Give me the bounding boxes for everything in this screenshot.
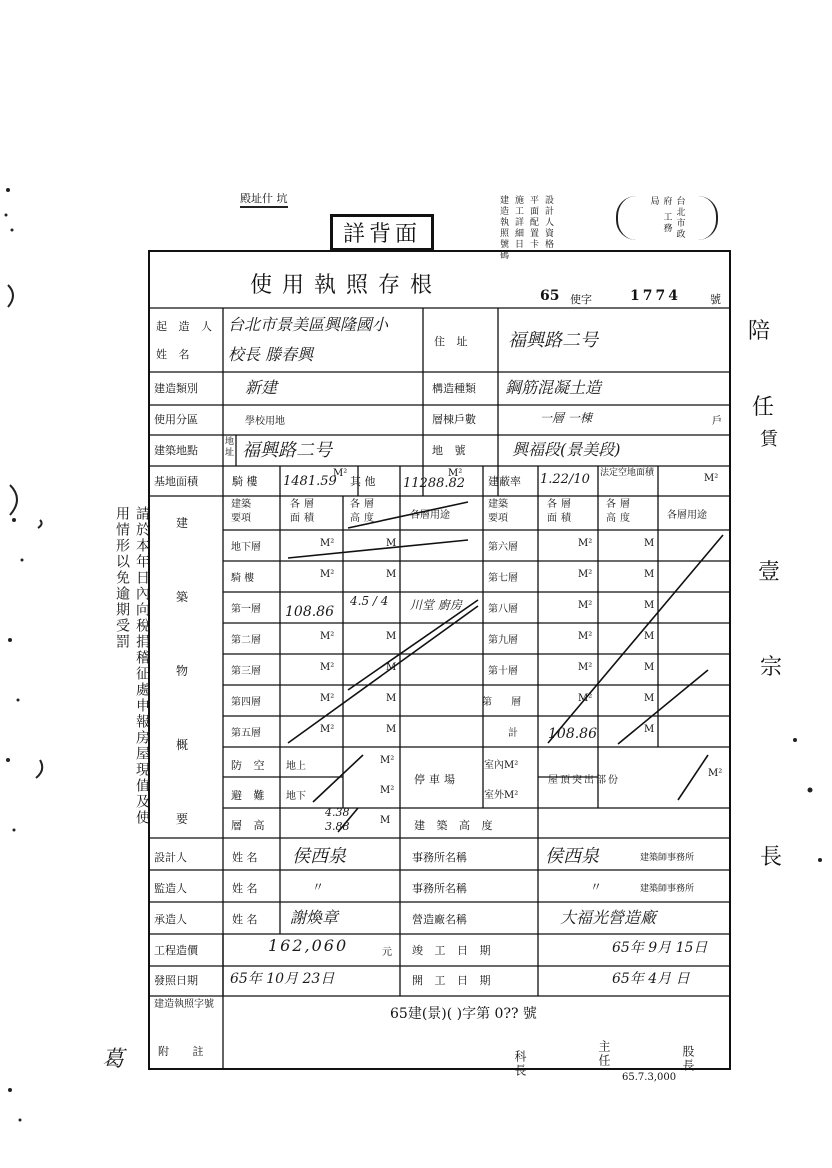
side-label-char: 概 xyxy=(176,738,189,752)
floors-unit: 戶 xyxy=(712,416,722,427)
header-col1: 建築要項 xyxy=(231,499,251,524)
permit-value: 65建(景)( )字第 0?? 號 xyxy=(390,1006,537,1022)
floor-row-area: M² xyxy=(578,662,593,673)
right-fragment: 任 xyxy=(752,395,775,420)
issue-date: 65年 10月 23日 xyxy=(230,971,335,987)
completion-date: 65年 9月 15日 xyxy=(612,940,708,956)
floor-row-name: 第七層 xyxy=(488,573,518,584)
license-suffix: 號 xyxy=(710,293,721,306)
supervisor-label: 監造人 xyxy=(154,882,187,895)
form-title: 使用執照存根 xyxy=(250,273,443,298)
shelter-unit-above: M² xyxy=(380,755,395,766)
zone-label: 使用分區 xyxy=(154,413,198,426)
designer-office-suffix: 建築師事務所 xyxy=(640,853,695,863)
floor-row-area: M² xyxy=(578,631,593,642)
floor-row-area: M² xyxy=(578,569,593,580)
parking-label: 停車場 xyxy=(414,773,459,786)
floor-row-area: M² xyxy=(320,569,335,580)
shelter-above: 地上 xyxy=(286,761,306,772)
roof-unit: M² xyxy=(708,768,723,779)
floor-row-area: 108.86 xyxy=(285,604,334,620)
header-col8: 各層用途 xyxy=(667,510,707,521)
right-note: 平面配置卡 xyxy=(528,195,538,250)
floor-row-name: 第五層 xyxy=(231,728,261,739)
contractor-name-label: 姓 名 xyxy=(232,913,258,926)
open-label: 法定空地面積 xyxy=(600,468,655,478)
side-label-char: 要 xyxy=(176,812,189,826)
designer-name: 侯西泉 xyxy=(292,846,346,867)
height-value-1: 4.38 xyxy=(325,806,350,819)
floor-row-height: M xyxy=(386,693,397,704)
shelter-label-b: 避 難 xyxy=(231,789,269,802)
floor-row-name: 第一層 xyxy=(231,604,261,615)
building-height-label: 建 築 高 度 xyxy=(414,819,497,832)
floor-row-area: M² xyxy=(320,693,335,704)
parking-indoor: 室內M² xyxy=(484,760,519,771)
start-label: 開 工 日 期 xyxy=(412,974,495,987)
header-col5: 建築要項 xyxy=(488,499,508,524)
floor-row-area: M² xyxy=(578,538,593,549)
top-stamp: 殿址什 坑 xyxy=(240,190,288,208)
struct-label: 構造種類 xyxy=(432,382,476,395)
shelter-unit-below: M² xyxy=(380,785,395,796)
floor-row-name: 第八層 xyxy=(488,604,518,615)
other-label: 其 他 xyxy=(350,475,376,488)
floor-row-height: M xyxy=(644,600,655,611)
issue-label: 發照日期 xyxy=(154,974,198,987)
right-fragment: 長 xyxy=(760,845,783,870)
floor-row-name: 第三層 xyxy=(231,666,261,677)
other-value: 11288.82 xyxy=(403,476,466,491)
floor-row-height: M xyxy=(386,662,397,673)
header-col6: 各層面積 xyxy=(547,499,575,524)
type-label: 建造類別 xyxy=(154,382,198,395)
floor-row-area: M² xyxy=(320,724,335,735)
header-col2: 各層面積 xyxy=(290,499,318,524)
type-value: 新建 xyxy=(245,378,278,397)
floor-row-use: 川堂 廚房 xyxy=(410,598,462,612)
right-seal: 台北市政府 工務局 xyxy=(616,196,718,240)
designer-label: 設計人 xyxy=(154,851,187,864)
height-label: 層 高 xyxy=(231,819,269,832)
height-unit: M xyxy=(380,815,391,826)
floor-row-height: M xyxy=(386,724,397,735)
floor-row-area: M² xyxy=(578,600,593,611)
floor-row-area: M² xyxy=(320,631,335,642)
shelter-label-a: 防 空 xyxy=(231,759,269,772)
cover-label: 建蔽率 xyxy=(488,475,521,488)
license-number: 1774 xyxy=(630,288,681,304)
right-fragment: 賃 xyxy=(760,429,778,450)
floor-row-name: 第二層 xyxy=(231,635,261,646)
floor-row-name: 騎 樓 xyxy=(231,573,255,584)
right-fragment: 宗 xyxy=(760,655,783,680)
footer-stamp: 主任 xyxy=(597,1040,611,1068)
supervisor-office: 〃 xyxy=(590,880,603,894)
side-label-char: 建 xyxy=(176,516,189,530)
header-col4: 各層用途 xyxy=(410,510,450,521)
height-value-2: 3.88 xyxy=(325,820,350,833)
cost-label: 工程造價 xyxy=(154,944,198,957)
permit-label: 建造執照字號 xyxy=(154,999,214,1010)
supervisor-name: 〃 xyxy=(312,880,325,894)
designer-name-label: 姓 名 xyxy=(232,851,258,864)
left-signature: 葛 xyxy=(102,1047,125,1072)
cost-value: 162,060 xyxy=(268,936,349,955)
title-stamp: 詳背面 xyxy=(330,214,434,251)
contractor-label: 承造人 xyxy=(154,913,187,926)
builder-label-b: 姓 名 xyxy=(156,348,194,361)
license-year: 65 xyxy=(540,288,560,304)
header-col3: 各層高度 xyxy=(350,499,378,524)
footer-form-number: 65.7.3,000 xyxy=(622,1072,677,1083)
builder-value-line1: 台北市景美區興隆國小 xyxy=(228,315,389,334)
floor-row-height: M xyxy=(644,693,655,704)
floor-row-name: 第 層 xyxy=(482,697,530,708)
site-label: 建築地點 xyxy=(154,444,198,457)
contractor-firm-label: 營造廠名稱 xyxy=(412,913,467,926)
footer-stamp: 科長 xyxy=(513,1050,527,1078)
site-sub: 地址 xyxy=(223,436,233,458)
floor-row-height: M xyxy=(644,662,655,673)
floor-row-name: 第四層 xyxy=(231,697,261,708)
arcade-unit: M² xyxy=(333,468,348,479)
lot-label: 地 號 xyxy=(432,444,470,457)
total-label: 計 xyxy=(508,728,518,739)
parking-outdoor: 室外M² xyxy=(484,790,519,801)
site-value: 福興路二号 xyxy=(242,440,332,461)
lot-value: 興福段(景美段) xyxy=(512,440,621,459)
supervisor-office-suffix: 建築師事務所 xyxy=(640,884,695,894)
start-date: 65年 4月 日 xyxy=(612,971,690,987)
side-label-char: 築 xyxy=(176,590,189,604)
floor-row-height: 4.5 / 4 xyxy=(350,594,389,608)
floor-row-name: 第十層 xyxy=(488,666,518,677)
floor-row-height: M xyxy=(644,631,655,642)
right-fragment: 陪 xyxy=(748,319,771,344)
other-unit: M² xyxy=(448,468,463,479)
total-height: M xyxy=(644,724,655,735)
cost-unit: 元 xyxy=(382,947,392,958)
total-area: 108.86 xyxy=(548,726,597,742)
arcade-value: 1481.59 xyxy=(283,474,337,489)
address-label: 住 址 xyxy=(434,335,472,348)
floor-row-height: M xyxy=(386,631,397,642)
floor-row-height: M xyxy=(386,538,397,549)
right-fragment: 壹 xyxy=(758,560,781,585)
open-unit: M² xyxy=(704,473,719,484)
completion-label: 竣 工 日 期 xyxy=(412,944,495,957)
area-label: 基地面積 xyxy=(154,475,198,488)
contractor-firm: 大福光營造廠 xyxy=(560,908,657,927)
designer-office-label: 事務所名稱 xyxy=(412,851,467,864)
zone-value: 學校用地 xyxy=(245,416,285,427)
floor-row-area: M² xyxy=(578,693,593,704)
supervisor-name-label: 姓 名 xyxy=(232,882,258,895)
floors-label: 層棟戶數 xyxy=(432,413,476,426)
header-col7: 各層高度 xyxy=(606,499,634,524)
address-value: 福興路二号 xyxy=(508,330,598,351)
side-label-char: 物 xyxy=(176,664,189,678)
supervisor-office-label: 事務所名稱 xyxy=(412,882,467,895)
left-side-note: 請於本年日內向稅捐稽征處申報房屋現值及使用情形以免逾期受罰 xyxy=(114,506,150,826)
footer-stamp: 股長 xyxy=(681,1045,695,1073)
floor-row-area: M² xyxy=(320,662,335,673)
notes-label: 附 註 xyxy=(158,1045,214,1058)
right-note: 建造執照號碼 xyxy=(498,195,508,261)
floor-row-height: M xyxy=(386,569,397,580)
arcade-label: 騎 樓 xyxy=(232,475,258,488)
builder-label-a: 起 造 人 xyxy=(156,320,216,333)
builder-value-line2: 校長 滕春興 xyxy=(228,345,314,364)
cover-value: 1.22/10 xyxy=(540,472,590,487)
right-note: 施工詳細日 xyxy=(513,195,523,250)
right-note: 設計人資格 xyxy=(543,195,553,250)
contractor-name: 謝煥章 xyxy=(290,908,339,927)
roof-label: 屋頂突出部份 xyxy=(548,775,620,786)
floor-row-height: M xyxy=(644,538,655,549)
floors-value: 一層 一棟 xyxy=(540,411,592,425)
floor-row-name: 第九層 xyxy=(488,635,518,646)
struct-value: 鋼筋混凝土造 xyxy=(505,378,602,397)
license-mid: 使字 xyxy=(570,293,592,306)
floor-row-name: 地下層 xyxy=(231,542,261,553)
floor-row-area: M² xyxy=(320,538,335,549)
shelter-below: 地下 xyxy=(286,791,306,802)
floor-row-name: 第六層 xyxy=(488,542,518,553)
designer-office: 侯西泉 xyxy=(545,846,599,867)
floor-row-height: M xyxy=(644,569,655,580)
